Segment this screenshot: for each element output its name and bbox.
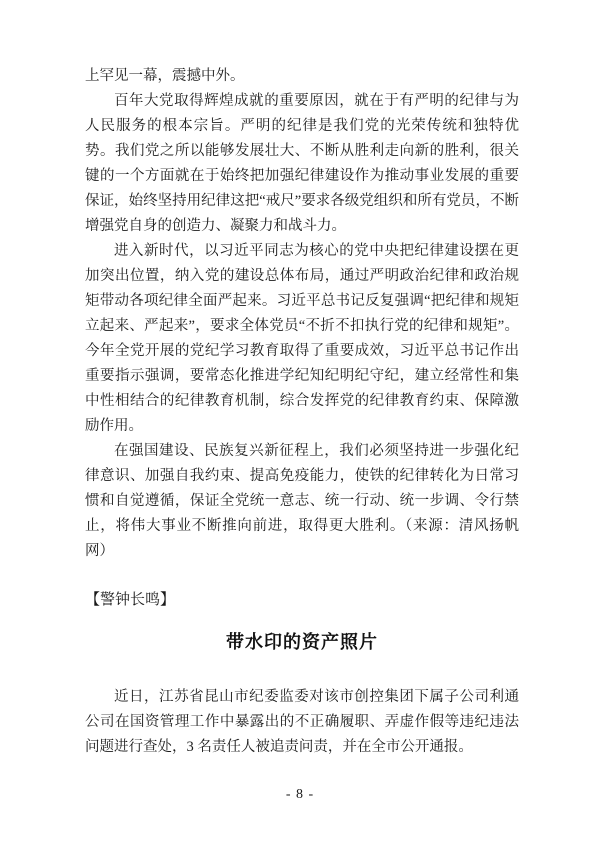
article-title: 带水印的资产照片 <box>226 632 378 652</box>
body-paragraph: 在强国建设、民族复兴新征程上，我们必须坚持进一步强化纪律意识、加强自我约束、提高免疫能力，使铁的纪律转化为日常习惯和自觉遵循，保证全党统一意志、统一行动、统一步调、令行禁止，将伟大事业不断推向前进，取得更大胜利。（来源：清风扬帆网） <box>85 443 519 559</box>
body-paragraph: 百年大党取得辉煌成就的重要原因，就在于有严明的纪律与为人民服务的根本宗旨。严明的纪律是我们党的光荣传统和独特优势。我们党之所以能够发展壮大、不断从胜利走向新的胜利，很关键的一个方面就在于始终把加强纪律建设作为推动事业发展的重要保证，始终坚持用纪律这把“戒尺”要求各级党组织和所有党员，不断增强党自身的创造力、凝聚力和战斗力。 <box>85 93 519 234</box>
section-header: 【警钟长鸣】 <box>85 592 176 608</box>
article-paragraph: 近日，江苏省昆山市纪委监委对该市创控集团下属子公司利通公司在国资管理工作中暴露出的不正确履职、弄虚作假等违纪违法问题进行查处，3 名责任人被追责问责，并在全市公开通报。 <box>85 689 519 755</box>
body-paragraph: 进入新时代，以习近平同志为核心的党中央把纪律建设摆在更加突出位置，纳入党的建设总体布局，通过严明政治纪律和政治规矩带动各项纪律全面严起来。习近平总书记反复强调“把纪律和规矩立起来、严起来”，要求全体党员“不折不扣执行党的纪律和规矩”。今年全党开展的党纪学习教育取得了重要成效，习近平总书记作出重要指示强调，要常态化推进学纪知纪明纪守纪，建立经常性和集中性相结合的纪律教育机制，综合发挥党的纪律教育约束、保障激励作用。 <box>85 243 519 434</box>
page-number: - 8 - <box>285 787 315 802</box>
paragraph-continuation: 上罕见一幕，震撼中外。 <box>85 68 245 84</box>
page-content <box>85 64 519 760</box>
